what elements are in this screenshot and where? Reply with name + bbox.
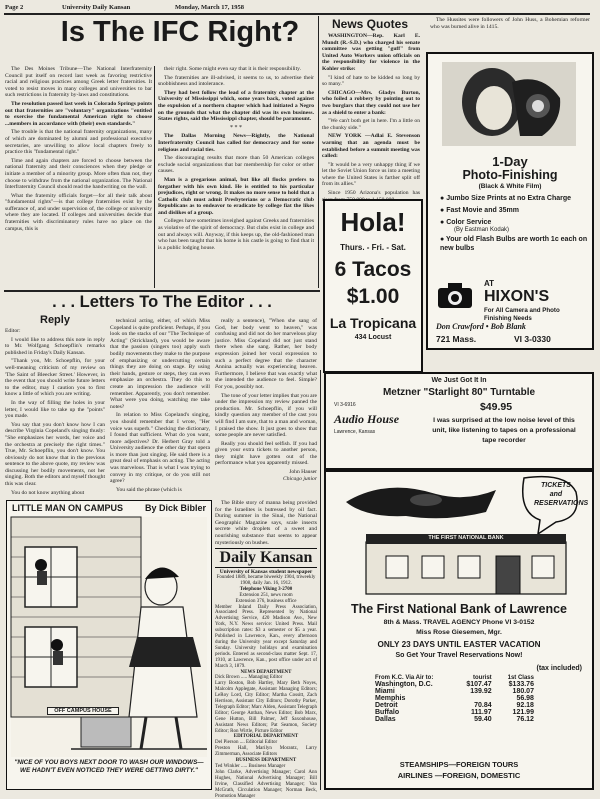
masthead-line: Ted Winkler ..... Business Manager [215, 764, 286, 769]
bullet-text: Fast Movie and 35mm [446, 207, 519, 214]
hola-tacos: 6 Tacos [334, 258, 412, 281]
bullet-text: Your old Flash Bulbs are worth 1c each on new bulbs [440, 236, 588, 252]
editorial-p: The resolution passed last week in Colorado Springs points out that fraternities are "voluntary" organizations "entitled to exercise the fundamental American right to choose ...members in accordance with (their) own standards." [5, 100, 152, 127]
bank-ad [324, 470, 594, 790]
news-quotes-body [322, 33, 420, 196]
letters-col2 [110, 318, 210, 496]
camera-icon [436, 280, 474, 310]
masthead-line: BUSINESS DEPARTMENT [235, 758, 297, 764]
photo-at: AT [484, 279, 495, 288]
letter-p: The tone of your letter implies that you are under the impression my review panned the production. Mr. Schoepflin, if you will kindly question any member of the cast you will find I am sure, that to a man and woman, I praised the show. It just goes to show that some people are never satisfied. [215, 392, 317, 439]
bullet-item: ● Color Service [440, 219, 492, 226]
folio-date: Monday, March 17, 1958 [175, 4, 245, 11]
masthead-text [215, 575, 317, 799]
hola-ad [323, 199, 423, 373]
editorial-p: The trouble is that the national fraternity organizations, many of which are dominated by alumni and professional executive secretaries, are unwilling to allow local chapters freely to practice this "fundamental right." [5, 129, 152, 156]
editorial-p: They had best follow the lead of a fraternity chapter at the University of Mississippi which, some years back, voted against the expulsion of a northern chapter which had initiated a Negro on the grounds that what the chapter did was its own business. States rights, said the Mississippi chapter, should be paramount. [158, 89, 314, 123]
photo-store: HIXON'S [484, 288, 550, 305]
masthead-line: Telephone Viking 3-2700 [239, 586, 293, 592]
quote-item: "It would be a very unhappy thing if we let the Soviet Union force us into a meeting where the United States is farther split off from its allies." [322, 161, 420, 188]
editorial-col2 [158, 66, 314, 288]
column-rule [154, 66, 155, 288]
hifi-lead: We Just Got It In [431, 377, 487, 384]
photo-sub: (Black & White Film) [478, 183, 542, 190]
hifi-quote: I was surprised at the low noise level of this unit, like listening to tapes on a professional tape recorder [432, 417, 576, 444]
hifi-product: Metzner "Starlight 80" Turntable [382, 387, 536, 398]
hola-address: 434 Locust [354, 334, 392, 341]
rate-tourist: 139.92 [470, 688, 492, 695]
rate-tourist: 70.84 [474, 702, 492, 709]
bullet-item: ● Your old Flash Bulbs are worth 1c each on new bulbs [440, 236, 588, 252]
rates-row [372, 702, 537, 709]
hussites-note [430, 17, 590, 49]
cartoon-title: LITTLE MAN ON CAMPUS [12, 503, 123, 513]
photo-phone: VI 3-0330 [514, 334, 551, 344]
editorial-p: The fraternities are ill-advised, it seems to us, to advertise their snobbishness and intolerance. [158, 74, 314, 88]
rates-col-first: 1st Class [507, 675, 534, 681]
letter-p: technical acting, either, of which Miss Copeland is quite proficient. Perhaps, if you look on the stacks of our "The Technique of Acting" (Strickland), you would be aware that the passion (singers too) apply such bodily movements they make to the purpose of emphasizing or undercutting certain things they are doing on stage. By using their hands, gesture or steps, they can even emphasize an orchestra. They do this to create an impression the audience will remember. Apparently, you don't remember. What were you doing, watching me take notes? [110, 318, 210, 410]
rates-from: From K.C. Via Air to: [375, 675, 434, 681]
letter-p: "Thank you, Mr. Schoepflin, for your well-meaning criticism of my review on 'The Saint of Bleecker Street.' However, in the event that you should write future letters to the editor, may I caution you to first know a little of which you are writing. [5, 358, 105, 398]
news-quotes-title: News Quotes [331, 17, 409, 31]
hola-place: La Tropicana [329, 315, 417, 331]
quote-item: "We can't both get in here. I'm a little on the chunky side." [322, 118, 420, 131]
hifi-store-sub: Lawrence, Kansas [334, 429, 376, 435]
photo-address: 721 Mass. [436, 334, 477, 344]
rates-row [372, 716, 537, 723]
quote-item: NEW YORK —Adlai E. Stevenson warning that an agenda must be established before a summit meeting was called: [322, 133, 420, 160]
photo-bullets [440, 194, 588, 253]
bank-rates [372, 675, 537, 723]
hola-title: Hola! [340, 207, 406, 237]
rate-city: Washington, D.C. [375, 681, 433, 688]
photo-ad [426, 52, 594, 350]
rate-city: Dallas [375, 716, 396, 723]
masthead-line: Extension 376, business office [235, 598, 297, 604]
masthead-line: Extension 251, news room [239, 592, 293, 598]
bullet-item: ● Jumbo Size Prints at no Extra Charge [440, 195, 572, 202]
rates-row [372, 695, 537, 702]
rate-first: 56.98 [516, 695, 534, 702]
editorial-col1 [5, 66, 152, 288]
rates-row [372, 688, 537, 695]
letter-p: In relation to Miss Copeland's singing, you should remember that I wrote, "Her voice was superb." Checking the dictionary, I found that sufficient. What do you want, more adjectives? Dr. Herbert Gray told a University audience the other day that opera is more than just singing. He said there is a great deal of emphasis on acting. The acting was marvelous. That is what I was trying to convey in my critique, or do you still not agree? [110, 412, 210, 485]
rate-first: 92.18 [516, 702, 534, 709]
quote-item: WASHINGTON—Rep. Karl E. Mundt (R.-S.D.) who charged his senate committee was getting "guff" from United Auto Workers union officials on the responsibility for violence in the Kohler strike: [322, 33, 420, 72]
photo-headline2: Photo-Finishing [462, 168, 558, 182]
quote-item: Since 1950 Arizona's population has [328, 190, 420, 197]
rate-first: $133.76 [508, 681, 534, 688]
rate-city: Detroit [375, 702, 398, 709]
column-rule [320, 370, 321, 790]
letter-p: You said the phrase (which is [116, 486, 182, 493]
rate-city: Miami [375, 688, 395, 695]
cartoon-panel [6, 500, 212, 790]
hifi-price: $49.95 [479, 401, 513, 413]
letter-p: You do not know anything about [11, 489, 85, 496]
letters-reply-head: Reply [40, 314, 70, 326]
rate-tourist: $107.47 [466, 681, 492, 688]
letter-signature-title: Chicago junior [282, 475, 317, 482]
masthead-name: Daily Kansan [215, 548, 317, 568]
masthead-line: Dick Brown ..... Managing Editor [215, 675, 283, 681]
bullet-text: Jumbo Size Prints at no Extra Charge [446, 195, 572, 202]
letter-p: Really you should feel selfish. If you had given your extra tickets to another person, they might have gotten out of the performance what you apparently missed. [215, 440, 317, 467]
rate-first: 180.07 [512, 688, 534, 695]
bank-footer2: AIRLINES —FOREIGN, DOMESTIC [397, 771, 521, 780]
folio-paper: University Daily Kansan [62, 4, 131, 11]
quote-item: "I kind of hate to be kidded so long by so many." [322, 74, 420, 88]
cartoon-caption: "NICE OF YOU BOYS NEXT DOOR TO WASH OUR WINDOWS— WE HADN'T EVEN NOTICED THEY WERE GETTING DIRTY." [14, 759, 204, 774]
bank-offer: ONLY 23 DAYS UNTIL EASTER VACATION [377, 640, 541, 649]
rate-city: Memphis [375, 695, 406, 702]
editorial-p: What the fraternity officials forget—for all their talk about "fundamental rights"—is that college fraternities exist by the sufferance of, and under supervision of, the college or university where they are located. If colleges and universities decide that fraternities with discriminatory rules have no place on the campus, this is [5, 192, 152, 232]
folio-page: Page 2 [5, 4, 24, 11]
letter-p: really a sentence), "When she sang of God, her body went to heaven," was confusing and did not do her marvelous play justice. Miss Copeland did not just stand there when she sang. Rather, her body expression joined her vocal expression to such a perfect degree that the character Annina actually was experiencing heaven. Furthermore, I believe that was exactly what she intended the audience to feel. Simple? For you, possibly not. [215, 318, 317, 390]
letter-p: Editor: [5, 328, 21, 334]
masthead-line: Member Inland Daily Press Association, Associated Press. Represented by National Advertising Service, 420 Madison Ave., New York, N.Y. News service: United Press. Mail subscription rates: $3 a semester or $5 a year. Published in Lawrence, Kan., every afternoon during the University year except Saturday and Sunday. University holidays and examination periods. Entered as second-class matter Sept. 17, 1910, at Lawrence, Kan., post office under act of March 3, 1879. [215, 604, 317, 669]
rate-tourist: 59.40 [474, 716, 492, 723]
quote-item: CHICAGO—Mrs. Gladys Burton, who foiled a robbery by pointing out to two burglars that they could not use her as a shield to enter a bank: [322, 89, 420, 116]
editorial-p: Colleges have sometimes inveighed against Greeks and fraternities as violative of the spirit of democracy. But clubs exist in college and out and always will. Anyway, if this keeps up, the old-fashioned man who has been taught that his home is his castle is going to find that it is a public lodging house. [158, 218, 314, 251]
bank-address: 8th & Mass. TRAVEL AGENCY Phone VI 3-0152 [383, 619, 535, 626]
masthead-line: Founded 1889, became biweekly 1904, triweekly 1908, daily Jan. 16, 1912. [216, 575, 316, 586]
masthead-line: Del Pierson .... Editorial Editor [215, 740, 278, 746]
hola-days: Thurs. - Fri. - Sat. [340, 243, 406, 252]
letters-col4 [215, 500, 317, 546]
masthead-line: Larry Boston, Bob Hartley, Mary Beth Noyes, Malcolm Applegate, Assistant Managing Editors; LeRoy Lord, City Editor; Martha Cossitt, Zach Herrison, Assistant City Editors; Dorothy Parker, Telegraph Editor; Marc Alden, Assistant Telegraph Editor; George Anthan, News Editor; Bob Marx, Gene Hutton, Bill Palmer, Jeff Saxonhouse, Assistant News Editors; Pat Seamon, Society Editor; Ron Wirtle, Picture Editor [215, 681, 317, 734]
hussites-text: The Hussites were followers of John Huss, a Bohemian reformer who was burned alive in 1415. [430, 17, 590, 30]
photo-store-sub: For All Camera and Photo Finishing Needs [484, 307, 560, 322]
rates-table [372, 675, 537, 723]
editorial-p: their right. Some might even say that it is their responsibility. [164, 66, 301, 72]
editorial-headline: Is The IFC Right? [60, 16, 300, 48]
letter-signature: John Hauser [289, 469, 317, 476]
bank-offer-sub: So Get Your Travel Reservations Now! [395, 652, 523, 659]
letter-p: You say that you don't know how I can describe Virginia Copeland's singing thusly: "She emphasizes her words, her voice and the orchestra at precisely the right times." True, Mr. Schoepflin, you don't know. You obviously do not know that in the previous sentence to the above quote, my review was discussing her bodily movements, not her singing. Both the editors and myself thought this was clear. [5, 421, 105, 488]
editorial-p: Man is a gregarious animal, but like all flocks prefers to forgather with his own kind. He is entitled to his particular prejudices, right or wrong. It makes no more sense to hold that a Catholic club must admit Presbyterians or a Democratic club Republicans as to endeavor to eradicate by college fiat the likes and dislikes of a group. [158, 176, 314, 216]
hola-price: $1.00 [346, 285, 400, 308]
masthead [215, 548, 317, 799]
bank-footer1: STEAMSHIPS—FOREIGN TOURS [399, 760, 519, 769]
rates-row [372, 709, 537, 716]
photo-illustration [442, 62, 576, 146]
bullet-text: Color Service [446, 219, 492, 226]
editorial-p: Time and again chapters are forced to choose between the national fraternity and their consciences when they pledge or initiate a member of a minority group. More often than not, they choose to withdraw from the national organization. The National Interfraternity Council should read the handwriting on the wall. [5, 157, 152, 191]
rate-first: 121.99 [512, 709, 534, 716]
letters-col1 [5, 328, 105, 496]
editorial-p: The discouraging results that more than 50 American colleges exclude social organizations that bar membership for color or other causes. [158, 155, 314, 175]
editorial-p: The Des Moines Tribune—The National Interfraternity Council put itself on record last week as favoring restrictive racial and religious practices among Greek letter fraternities. It voted to resist moves in many colleges and universities to bar such restrictions in fraternity by-laws and constitutions. [5, 66, 152, 99]
bank-name: The First National Bank of Lawrence [350, 602, 567, 616]
letters-col3 [215, 318, 317, 498]
bank-tax: (tax included) [536, 665, 582, 672]
rate-first: 76.12 [516, 716, 534, 723]
bank-bubble: TICKETS and RESERVATIONS [534, 482, 589, 507]
masthead-line: John Clarke, Advertising Manager; Carol Ann Hughes, National Advertising Manager; Bill Irvine, Classified Advertising Manager; Van McGrath, Circulation Manager; Norman Beck, Promotion Manager [215, 769, 317, 799]
rate-city: Buffalo [375, 709, 400, 716]
cartoon-artist: By Dick Bibler [144, 503, 206, 513]
rates-row [372, 681, 537, 688]
bank-manager: Miss Rose Giesemen, Mgr. [416, 629, 502, 636]
masthead-line: EDITORIAL DEPARTMENT [233, 734, 299, 740]
filler-p: The Bible story of manna being provided for the Israelites is butressed by oil fact. During summer in the Sinai, the National Geographic Magazine says, scale insects secrete white droplets of a sweet and nourishing substance that seems to appear mysteriously on bushes. [215, 500, 317, 546]
color-sub: (By Eastman Kodak) [454, 227, 510, 233]
letters-banner: . . . Letters To The Editor . . . [52, 293, 272, 311]
hifi-store: Audio House [334, 412, 400, 426]
rate-tourist [436, 695, 494, 702]
cartoon-sign: OFF CAMPUS HOUSE [47, 707, 119, 715]
bullet-item: ● Fast Movie and 35mm [440, 207, 519, 214]
cartoon-illustration [11, 517, 207, 757]
rates-col-tourist: tourist [472, 675, 492, 681]
hifi-store-tag: VI 3-6916 [334, 402, 356, 408]
photo-headline1: 1-Day [492, 154, 528, 169]
section-divider: * * * [230, 124, 242, 131]
masthead-sub: University of Kansas student newspaper [219, 569, 313, 575]
letter-p: I would like to address this note in reply to Mr. Wolfgang Schoepflin's remarks published in Friday's Daily Kansan. [5, 336, 105, 356]
masthead-line: Preston Hall, Marilyn Morantz, Larry Zimmerman, Associate Editors [215, 746, 317, 758]
column-rule [318, 16, 319, 288]
letter-p: In the way of filling the holes in your letter, I would like to take up the "points" you made. [5, 399, 105, 420]
hifi-ad [324, 372, 594, 470]
rate-tourist: 111.97 [471, 709, 492, 716]
masthead-line: NEWS DEPARTMENT [240, 669, 292, 675]
photo-staff: Don Crawford • Bob Blank [436, 322, 526, 331]
bank-sign: THE FIRST NATIONAL BANK [428, 535, 504, 541]
editorial-p: The Dallas Morning News—Rightly, the National Interfraternity Council has called for democracy and for some religious and racial ties. [158, 133, 314, 153]
